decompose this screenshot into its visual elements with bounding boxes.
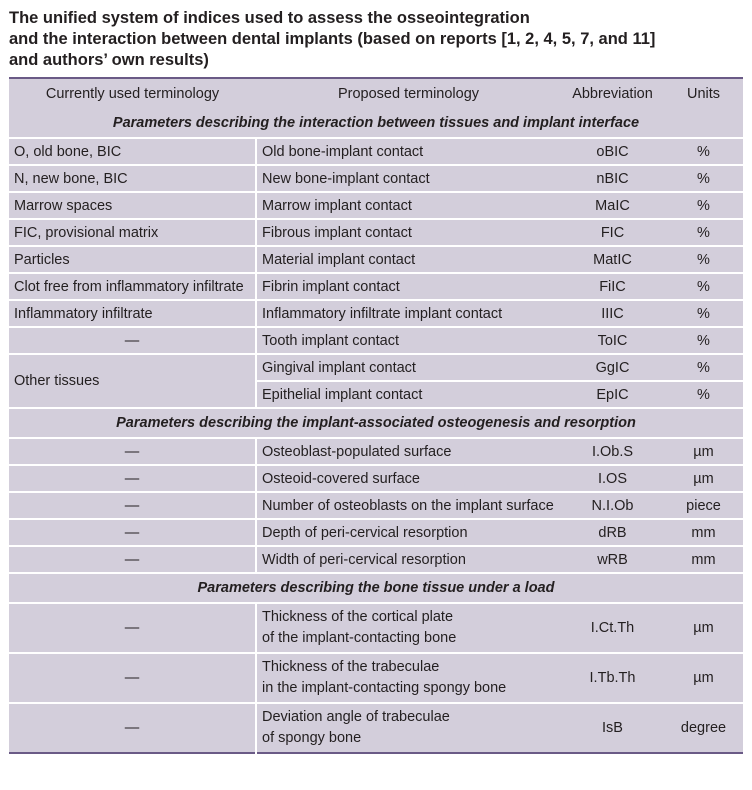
indices-table bbox=[9, 77, 743, 754]
cell-current: — bbox=[9, 603, 256, 653]
cell-current: Other tissues bbox=[9, 354, 256, 408]
cell-unit: µm bbox=[693, 619, 714, 636]
cell-current: N, new bone, BIC bbox=[9, 165, 256, 192]
cell-proposed bbox=[256, 603, 561, 653]
cell-current: — bbox=[9, 327, 256, 354]
table-row bbox=[9, 192, 743, 219]
cell-unit: % bbox=[697, 359, 710, 376]
cell-proposed: Depth of peri-cervical resorption bbox=[262, 524, 468, 541]
section-row bbox=[9, 109, 743, 138]
cell-proposed-line: of the implant-contacting bone bbox=[262, 630, 457, 646]
cell-abbr: MaIC bbox=[595, 197, 630, 214]
cell-proposed bbox=[256, 703, 561, 753]
cell-abbr: I.OS bbox=[597, 470, 627, 487]
cell-proposed: Inflammatory infiltrate implant contact bbox=[262, 305, 503, 322]
title-line: The unified system of indices used to assess the osseointegration bbox=[9, 9, 530, 27]
table-row bbox=[9, 603, 743, 653]
cell-proposed: Material implant contact bbox=[262, 251, 416, 268]
cell-current: — bbox=[9, 519, 256, 546]
cell-abbr: EpIC bbox=[596, 386, 629, 403]
section-title: Parameters describing the bone tissue under a load bbox=[197, 580, 555, 596]
header-proposed: Proposed terminology bbox=[337, 86, 480, 102]
table-row bbox=[9, 300, 743, 327]
cell-proposed bbox=[256, 653, 561, 703]
cell-abbr: I.Tb.Th bbox=[589, 669, 636, 686]
cell-unit: % bbox=[697, 278, 710, 295]
table-row bbox=[9, 246, 743, 273]
cell-current: — bbox=[9, 492, 256, 519]
cell-proposed: Osteoblast-populated surface bbox=[262, 443, 452, 460]
header-abbreviation: Abbreviation bbox=[572, 86, 653, 102]
cell-unit: µm bbox=[693, 470, 714, 487]
cell-abbr: nBIC bbox=[596, 170, 629, 187]
cell-proposed: Fibrin implant contact bbox=[262, 278, 400, 295]
table-row bbox=[9, 138, 743, 165]
cell-proposed-line: of spongy bone bbox=[262, 730, 362, 746]
table-row bbox=[9, 354, 743, 381]
cell-current: — bbox=[9, 653, 256, 703]
header-units: Units bbox=[686, 86, 721, 102]
header-current: Currently used terminology bbox=[45, 86, 220, 102]
cell-proposed: New bone-implant contact bbox=[262, 170, 430, 187]
title-line: and the interaction between dental implants (based on reports [1, 2, 4, 5, 7, and 11] bbox=[9, 30, 656, 48]
cell-proposed: Old bone-implant contact bbox=[262, 143, 424, 160]
cell-unit: % bbox=[697, 197, 710, 214]
title-line: and authors’ own results) bbox=[9, 51, 209, 69]
cell-abbr: wRB bbox=[597, 551, 628, 568]
section-row bbox=[9, 408, 743, 438]
table-row bbox=[9, 219, 743, 246]
cell-current: — bbox=[9, 703, 256, 753]
table-row bbox=[9, 165, 743, 192]
header-row bbox=[9, 78, 743, 109]
cell-unit: µm bbox=[693, 669, 714, 686]
cell-current: Inflammatory infiltrate bbox=[9, 300, 256, 327]
cell-proposed-line: Thickness of the trabeculae bbox=[262, 659, 440, 675]
cell-abbr: ToIC bbox=[597, 332, 628, 349]
table-row bbox=[9, 438, 743, 465]
section-title: Parameters describing the implant-associated osteogenesis and resorption bbox=[116, 415, 636, 431]
cell-abbr: MatIC bbox=[593, 251, 632, 268]
cell-proposed: Tooth implant contact bbox=[262, 332, 400, 349]
cell-unit: % bbox=[697, 305, 710, 322]
cell-current: — bbox=[9, 546, 256, 573]
table-row bbox=[9, 492, 743, 519]
table-row bbox=[9, 519, 743, 546]
cell-unit: µm bbox=[693, 443, 714, 460]
cell-proposed: Marrow implant contact bbox=[262, 197, 412, 214]
table-row bbox=[9, 703, 743, 753]
cell-unit: degree bbox=[680, 719, 727, 736]
cell-proposed: Fibrous implant contact bbox=[262, 224, 412, 241]
cell-abbr: dRB bbox=[598, 524, 627, 541]
table-row bbox=[9, 273, 743, 300]
cell-abbr: I.Ct.Th bbox=[590, 619, 635, 636]
cell-proposed-line: Thickness of the cortical plate bbox=[262, 609, 454, 625]
cell-current: Marrow spaces bbox=[9, 192, 256, 219]
cell-abbr: FiIC bbox=[599, 278, 626, 295]
section-title: Parameters describing the interaction between tissues and implant interface bbox=[112, 115, 640, 131]
cell-unit: % bbox=[697, 170, 710, 187]
table-title bbox=[9, 8, 743, 71]
cell-unit: mm bbox=[691, 551, 716, 568]
section-row bbox=[9, 573, 743, 603]
cell-unit: % bbox=[697, 251, 710, 268]
cell-abbr: IsB bbox=[602, 719, 623, 736]
cell-unit: % bbox=[697, 143, 710, 160]
cell-unit: mm bbox=[691, 524, 716, 541]
cell-current: O, old bone, BIC bbox=[9, 138, 256, 165]
cell-unit: % bbox=[697, 386, 710, 403]
table-row bbox=[9, 546, 743, 573]
cell-current: Clot free from inflammatory infiltrate bbox=[9, 273, 256, 300]
cell-unit: % bbox=[697, 224, 710, 241]
cell-current: FIC, provisional matrix bbox=[9, 219, 256, 246]
cell-proposed: Gingival implant contact bbox=[262, 359, 416, 376]
cell-abbr: GgIC bbox=[595, 359, 630, 376]
cell-current: — bbox=[9, 465, 256, 492]
table-row bbox=[9, 327, 743, 354]
cell-proposed: Osteoid-covered surface bbox=[262, 470, 420, 487]
cell-unit: piece bbox=[686, 497, 721, 514]
cell-proposed: Width of peri-cervical resorption bbox=[262, 551, 466, 568]
cell-current: Particles bbox=[9, 246, 256, 273]
cell-unit: % bbox=[697, 332, 710, 349]
cell-abbr: FIC bbox=[600, 224, 625, 241]
cell-abbr: I.Ob.S bbox=[591, 443, 634, 460]
cell-proposed: Epithelial implant contact bbox=[262, 386, 423, 403]
cell-proposed: Number of osteoblasts on the implant surface bbox=[262, 497, 554, 514]
cell-proposed-line: in the implant-contacting spongy bone bbox=[262, 680, 507, 696]
cell-abbr: oBIC bbox=[596, 143, 629, 160]
cell-abbr: IIIC bbox=[601, 305, 624, 322]
cell-current: — bbox=[9, 438, 256, 465]
table-row bbox=[9, 465, 743, 492]
cell-proposed-line: Deviation angle of trabeculae bbox=[262, 709, 450, 725]
table-row bbox=[9, 653, 743, 703]
cell-abbr: N.I.Ob bbox=[591, 497, 634, 514]
